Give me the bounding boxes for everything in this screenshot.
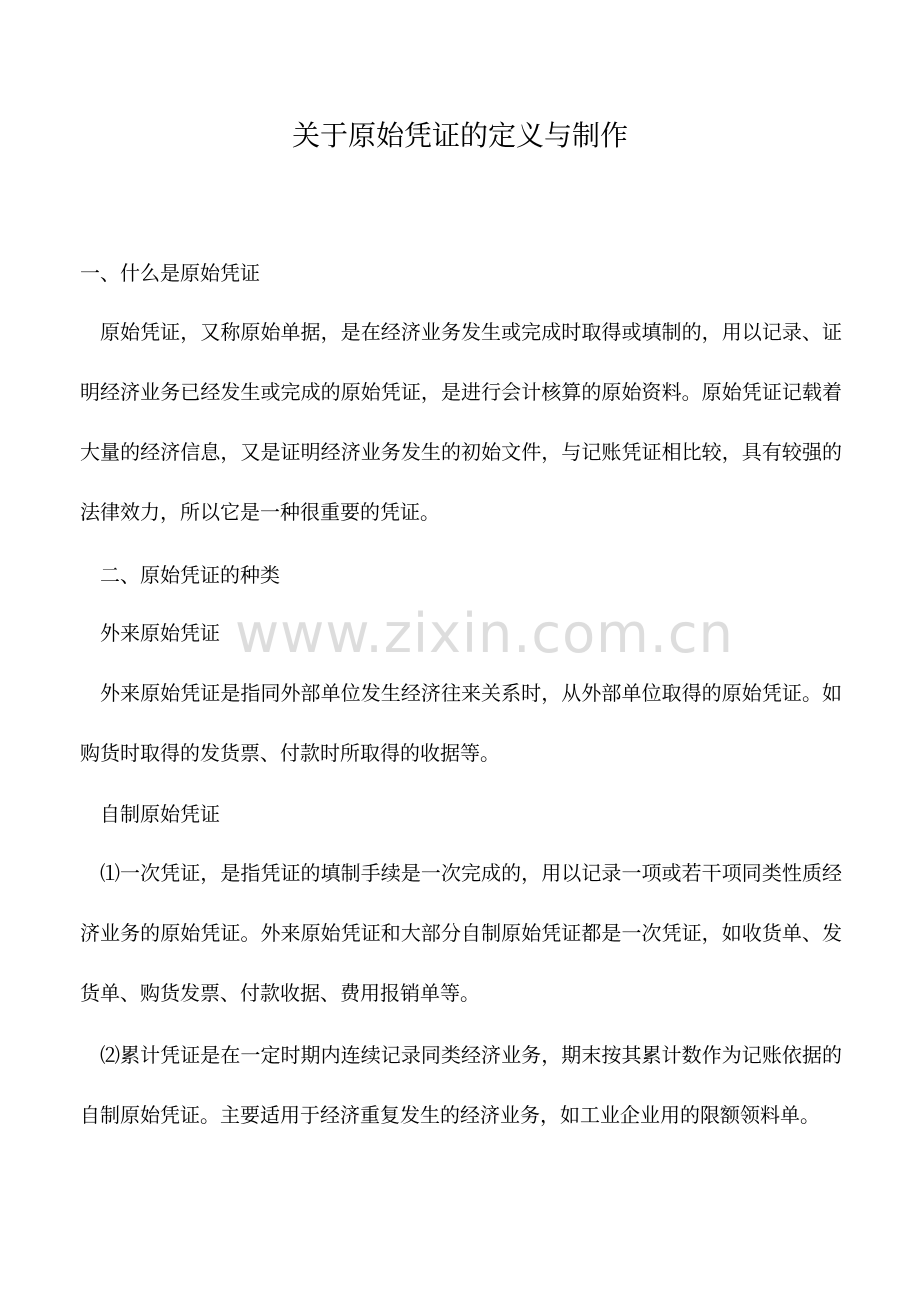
section-heading-types: 二、原始凭证的种类 — [100, 563, 280, 587]
cumulative-voucher-paragraph: ⑵累计凭证是在一定时期内连续记录同类经济业务，期末按其累计数作为记账依据的自制原始凭证。主要适用于经济重复发生的经济业务，如工业企业用的限额领料单。 — [80, 1043, 842, 1127]
watermark: www.zixin.com.cn — [235, 602, 734, 665]
subheading-internal-voucher: 自制原始凭证 — [100, 802, 220, 826]
document-title: 关于原始凭证的定义与制作 — [291, 119, 628, 152]
subheading-external-voucher: 外来原始凭证 — [100, 621, 220, 645]
external-voucher-paragraph: 外来原始凭证是指同外部单位发生经济往来关系时，从外部单位取得的原始凭证。如购货时取得的发货票、付款时所取得的收据等。 — [80, 681, 842, 765]
section-heading-what-is: 一、什么是原始凭证 — [80, 261, 260, 285]
definition-paragraph: 原始凭证，又称原始单据，是在经济业务发生或完成时取得或填制的，用以记录、证明经济业务已经发生或完成的原始凭证，是进行会计核算的原始资料。原始凭证记载着大量的经济信息，又是证明经济业务发生的初始文件，与记账凭证相比较，具有较强的法律效力，所以它是一种很重要的凭证。 — [80, 320, 842, 524]
one-time-voucher-paragraph: ⑴一次凭证，是指凭证的填制手续是一次完成的，用以记录一项或若干项同类性质经济业务的原始凭证。外来原始凭证和大部分自制原始凭证都是一次凭证，如收货单、发货单、购货发票、付款收据、费用报销单等。 — [80, 861, 842, 1005]
